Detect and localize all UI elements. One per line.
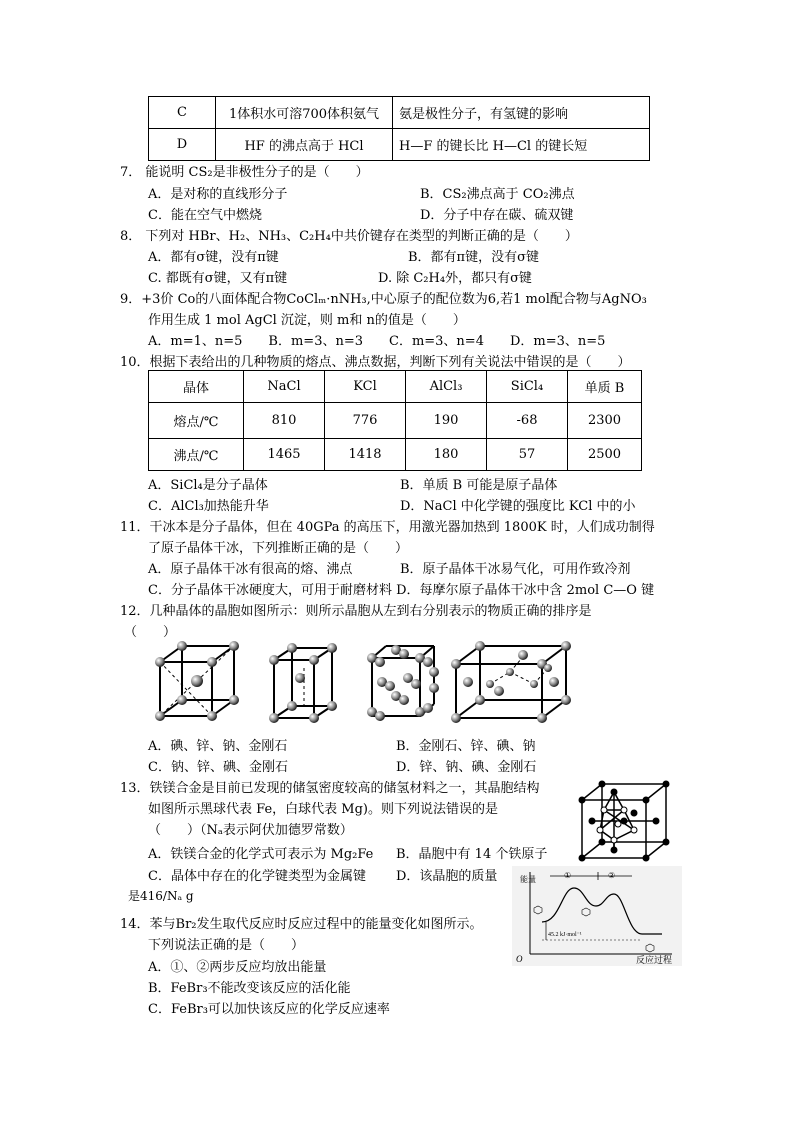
q13-option-d-cont: 是416/Nₐ g [128,889,194,903]
q11-stem: 11．干冰本是分子晶体，但在 40GPa 的高压下，用激光器加热到 1800K 时，人们成功制得 [120,520,655,535]
energy-diagram [512,866,682,966]
q11-stem-cont: 了原子晶体干冰，下列推断正确的是（ ） [148,541,409,556]
table-cell: 2300 [568,403,642,439]
q10-stem: 10．根据下表给出的几种物质的熔点、沸点数据，判断下列有关说法中错误的是（ ） [120,355,631,370]
q14-option-b: B．FeBr₃不能改变该反应的活化能 [148,981,351,996]
step-1-label: ① [564,871,572,880]
table-cell: 沸点/℃ [149,439,244,471]
q13-option-d: D．该晶胞的质量 [396,869,498,884]
table-cell: 2500 [568,439,642,471]
q7-option-a: A．是对称的直线形分子 [148,187,288,202]
header-cell: 晶体 [149,371,244,403]
table-cell: 1465 [244,439,325,471]
q13-option-a: A．铁镁合金的化学式可表示为 Mg₂Fe [148,847,374,862]
table-cell: 1418 [325,439,406,471]
q11-option-b: B．原子晶体干冰易气化，可用作致冷剂 [400,562,631,577]
q8-option-a: A．都有σ键，没有π键 [148,250,279,265]
q7-option-c: C．能在空气中燃烧 [148,208,262,223]
q9-options: A．m=1、n=5 B．m=3、n=3 C．m=3、n=4 D．m=3、n=5 [148,334,606,349]
q9-stem-cont: 作用生成 1 mol AgCl 沉淀，则 m和 n的值是（ ） [148,313,466,328]
table-cell: -68 [487,403,568,439]
energy-value-label: 45.2 kJ·mol⁻¹ [548,932,582,938]
q13-option-b: B．晶胞中有 14 个铁原子 [396,847,548,862]
q14-option-a: A．①、②两步反应均放出能量 [148,960,327,975]
q8-option-d: D. 除 C₂H₄外，都只有σ键 [378,271,532,286]
table-cell: 190 [406,403,487,439]
q14-stem: 14．苯与Br₂发生取代反应时反应过程中的能量变化如图所示。 [120,917,483,932]
q12-stem: 12．几种晶体的晶胞如图所示：则所示晶胞从左到右分别表示的物质正确的排序是 [120,604,592,619]
q12-stem-cont: （ ） [124,625,177,640]
q9-stem: 9．+3价 Co的八面体配合物CoClₘ·nNH₃,中心原子的配位数为6,若1 mol配合物与AgNO₃ [120,292,647,307]
row-fact: 1体积水可溶700体积氨气 [216,97,393,129]
crystal-cells-figure [150,638,580,726]
q10-option-c: C．AlCl₃加热能升华 [148,499,269,514]
header-cell: AlCl₃ [406,371,487,403]
header-cell: SiCl₄ [487,371,568,403]
q7-option-d: D．分子中存在碳、硫双键 [420,208,574,223]
x-axis-label: 反应过程 [636,955,673,965]
row-reason: 氨是极性分子，有氢键的影响 [393,97,650,129]
table-cell: 180 [406,439,487,471]
q11-option-a: A．原子晶体干冰有很高的熔、沸点 [148,562,353,577]
q11-option-cd: C．分子晶体干冰硬度大，可用于耐磨材料 D．每摩尔原子晶体干冰中含 2mol C—O 键 [148,583,655,598]
q13-option-c: C．晶体中存在的化学键类型为金属键 [148,869,366,884]
table-cell: 810 [244,403,325,439]
q13-stem: 13．铁镁合金是目前已发现的储氢密度较高的储氢材料之一，其晶胞结构 [120,781,540,796]
q12-option-d: D．锌、钠、碘、金刚石 [396,760,537,775]
q14-option-c: C．FeBr₃可以加快该反应的化学反应速率 [148,1002,390,1017]
header-cell: 单质 B [568,371,642,403]
femg-cell-figure [578,780,672,862]
q10-option-b: B．单质 B 可能是原子晶体 [400,478,558,493]
q10-option-a: A．SiCl₄是分子晶体 [148,478,268,493]
q7-option-b: B．CS₂沸点高于 CO₂沸点 [420,187,575,202]
top-table [148,96,650,161]
row-fact: HF 的沸点高于 HCl [216,129,393,161]
step-2-label: ② [608,871,616,880]
row-label: D [149,129,216,161]
hcp-cell-icon [274,648,332,718]
melting-table [148,370,642,471]
header-cell: KCl [325,371,406,403]
q13-stem-cont2: （ ）（Nₐ表示阿伏加德罗常数） [148,823,353,838]
row-label: C [149,97,216,129]
y-axis-label: 能量 [520,875,536,884]
q8-option-b: B．都有π键，没有σ键 [408,250,539,265]
q8-option-c: C. 都既有σ键，又有π键 [148,271,288,286]
q14-stem-cont: 下列说法正确的是（ ） [148,938,305,953]
header-cell: NaCl [244,371,325,403]
table-cell: 776 [325,403,406,439]
q12-option-b: B．金刚石、锌、碘、钠 [396,739,536,754]
q12-option-c: C．钠、锌、碘、金刚石 [148,760,288,775]
origin-label: O [516,954,523,964]
table-cell: 57 [487,439,568,471]
table-cell: 熔点/℃ [149,403,244,439]
row-reason: H—F 的键长比 H—Cl 的键长短 [393,129,650,161]
q12-option-a: A．碘、锌、钠、金刚石 [148,739,288,754]
q10-option-d: D．NaCl 中化学键的强度比 KCl 中的小 [400,499,636,514]
q8-stem: 8． 下列对 HBr、H₂、NH₃、C₂H₄中共价键存在类型的判断正确的是（ ） [120,229,578,244]
q13-stem-cont: 如图所示黑球代表 Fe，白球代表 Mg)。则下列说法错误的是 [148,802,498,817]
q7-stem: 7． 能说明 CS₂是非极性分子的是（ ） [120,165,369,180]
